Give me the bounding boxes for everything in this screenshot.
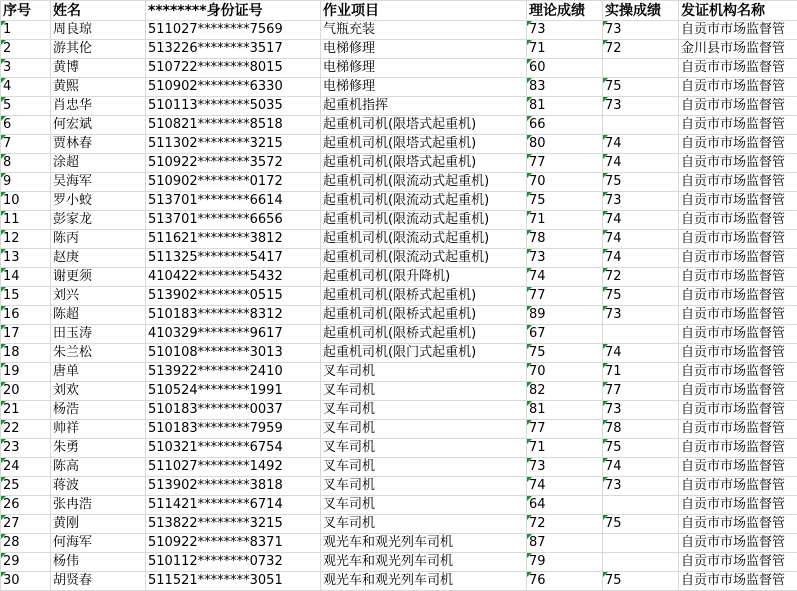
cell-practice-score[interactable]: 73 (603, 401, 679, 420)
cell-theory-score[interactable]: 75 (527, 344, 603, 363)
cell-issuing-org[interactable]: 自贡市市场监督管 (679, 173, 797, 192)
cell-name[interactable]: 陈高 (51, 458, 146, 477)
table-row (1, 249, 797, 268)
cell-no[interactable]: 5 (1, 97, 51, 116)
cell-practice-score[interactable]: 78 (603, 420, 679, 439)
cell-id-number[interactable]: 513701********6614 (146, 192, 321, 211)
cell-issuing-org[interactable]: 自贡市市场监督管 (679, 534, 797, 553)
cell-theory-score[interactable]: 89 (527, 306, 603, 325)
cell-id-number[interactable]: 511027********7569 (146, 21, 321, 40)
cell-name[interactable]: 张冉浩 (51, 496, 146, 515)
cell-name[interactable]: 黄博 (51, 59, 146, 78)
cell-no[interactable]: 19 (1, 363, 51, 382)
cell-name[interactable]: 周良琼 (51, 21, 146, 40)
cell-practice-score[interactable] (603, 325, 679, 344)
cell-issuing-org[interactable]: 自贡市市场监督管 (679, 572, 797, 591)
cell-work-item[interactable]: 电梯修理 (321, 59, 527, 78)
table-row (1, 344, 797, 363)
cell-id-number[interactable]: 510113********5035 (146, 97, 321, 116)
cell-issuing-org[interactable]: 自贡市市场监督管 (679, 268, 797, 287)
table-row (1, 211, 797, 230)
cell-practice-score[interactable]: 75 (603, 78, 679, 97)
cell-no[interactable]: 23 (1, 439, 51, 458)
table-row (1, 78, 797, 97)
cell-work-item[interactable]: 叉车司机 (321, 477, 527, 496)
cell-practice-score[interactable]: 75 (603, 287, 679, 306)
cell-work-item[interactable]: 观光车和观光列车司机 (321, 572, 527, 591)
header-theory-score[interactable]: 理论成绩 (527, 1, 603, 21)
cell-work-item[interactable]: 电梯修理 (321, 78, 527, 97)
cell-theory-score[interactable]: 72 (527, 515, 603, 534)
cell-issuing-org[interactable]: 自贡市市场监督管 (679, 439, 797, 458)
cell-no[interactable]: 6 (1, 116, 51, 135)
cell-work-item[interactable]: 叉车司机 (321, 382, 527, 401)
table-row (1, 173, 797, 192)
cell-practice-score[interactable]: 75 (603, 572, 679, 591)
table-row (1, 553, 797, 572)
cell-id-number[interactable]: 410422********5432 (146, 268, 321, 287)
cell-name[interactable]: 彭家龙 (51, 211, 146, 230)
cell-name[interactable]: 赵庚 (51, 249, 146, 268)
cell-name[interactable]: 黄刚 (51, 515, 146, 534)
cell-issuing-org[interactable]: 自贡市市场监督管 (679, 116, 797, 135)
cell-work-item[interactable]: 叉车司机 (321, 458, 527, 477)
cell-work-item[interactable]: 起重机司机(限升降机) (321, 268, 527, 287)
table-row (1, 515, 797, 534)
cell-work-item[interactable]: 起重机指挥 (321, 97, 527, 116)
cell-name[interactable]: 唐单 (51, 363, 146, 382)
cell-id-number[interactable]: 510524********1991 (146, 382, 321, 401)
header-work-item[interactable]: 作业项目 (321, 1, 527, 21)
cell-work-item[interactable]: 叉车司机 (321, 420, 527, 439)
table-row (1, 135, 797, 154)
cell-practice-score[interactable]: 73 (603, 306, 679, 325)
table-row (1, 59, 797, 78)
cell-theory-score[interactable]: 70 (527, 173, 603, 192)
cell-id-number[interactable]: 510902********6330 (146, 78, 321, 97)
cell-no[interactable]: 20 (1, 382, 51, 401)
cell-practice-score[interactable]: 74 (603, 211, 679, 230)
cell-name[interactable]: 陈超 (51, 306, 146, 325)
cell-practice-score[interactable] (603, 496, 679, 515)
cell-issuing-org[interactable]: 自贡市市场监督管 (679, 59, 797, 78)
cell-issuing-org[interactable]: 自贡市市场监督管 (679, 21, 797, 40)
cell-no[interactable]: 22 (1, 420, 51, 439)
table-row (1, 477, 797, 496)
cell-no[interactable]: 2 (1, 40, 51, 59)
cell-name[interactable]: 杨伟 (51, 553, 146, 572)
cell-id-number[interactable]: 510902********0172 (146, 173, 321, 192)
cell-id-number[interactable]: 511521********3051 (146, 572, 321, 591)
cell-name[interactable]: 黄熙 (51, 78, 146, 97)
cell-no[interactable]: 9 (1, 173, 51, 192)
cell-no[interactable]: 12 (1, 230, 51, 249)
cell-work-item[interactable]: 起重机司机(限桥式起重机) (321, 306, 527, 325)
cell-name[interactable]: 刘欢 (51, 382, 146, 401)
cell-work-item[interactable]: 起重机司机(限塔式起重机) (321, 135, 527, 154)
table-row (1, 325, 797, 344)
cell-name[interactable]: 谢更须 (51, 268, 146, 287)
cell-id-number[interactable]: 513902********0515 (146, 287, 321, 306)
table-row (1, 116, 797, 135)
cell-practice-score[interactable] (603, 553, 679, 572)
cell-theory-score[interactable]: 74 (527, 268, 603, 287)
cell-no[interactable]: 26 (1, 496, 51, 515)
cell-practice-score[interactable]: 73 (603, 192, 679, 211)
cell-id-number[interactable]: 513902********3818 (146, 477, 321, 496)
table-row (1, 401, 797, 420)
cell-id-number[interactable]: 510821********8518 (146, 116, 321, 135)
cell-theory-score[interactable]: 74 (527, 477, 603, 496)
cell-theory-score[interactable]: 71 (527, 439, 603, 458)
cell-issuing-org[interactable]: 自贡市市场监督管 (679, 192, 797, 211)
cell-name[interactable]: 贾林春 (51, 135, 146, 154)
cell-id-number[interactable]: 510108********3013 (146, 344, 321, 363)
cell-id-number[interactable]: 513701********6656 (146, 211, 321, 230)
cell-no[interactable]: 8 (1, 154, 51, 173)
table-row (1, 458, 797, 477)
cell-no[interactable]: 3 (1, 59, 51, 78)
table-row (1, 363, 797, 382)
table-row (1, 420, 797, 439)
cell-practice-score[interactable]: 77 (603, 382, 679, 401)
cell-practice-score[interactable]: 75 (603, 173, 679, 192)
cell-theory-score[interactable]: 77 (527, 287, 603, 306)
cell-name[interactable]: 朱勇 (51, 439, 146, 458)
cell-work-item[interactable]: 叉车司机 (321, 401, 527, 420)
cell-no[interactable]: 30 (1, 572, 51, 591)
cell-practice-score[interactable]: 74 (603, 458, 679, 477)
cell-name[interactable]: 胡贤春 (51, 572, 146, 591)
cell-work-item[interactable]: 叉车司机 (321, 496, 527, 515)
cell-theory-score[interactable]: 78 (527, 230, 603, 249)
cell-work-item[interactable]: 叉车司机 (321, 363, 527, 382)
cell-id-number[interactable]: 511621********3812 (146, 230, 321, 249)
cell-theory-score[interactable]: 80 (527, 135, 603, 154)
cell-work-item[interactable]: 起重机司机(限塔式起重机) (321, 154, 527, 173)
cell-theory-score[interactable]: 70 (527, 363, 603, 382)
cell-no[interactable]: 13 (1, 249, 51, 268)
cell-theory-score[interactable]: 71 (527, 211, 603, 230)
cell-name[interactable]: 何宏斌 (51, 116, 146, 135)
cell-issuing-org[interactable]: 自贡市市场监督管 (679, 458, 797, 477)
cell-practice-score[interactable]: 73 (603, 477, 679, 496)
table-row (1, 572, 797, 591)
cell-no[interactable]: 17 (1, 325, 51, 344)
cell-no[interactable]: 4 (1, 78, 51, 97)
cell-no[interactable]: 14 (1, 268, 51, 287)
cell-theory-score[interactable]: 73 (527, 21, 603, 40)
cell-practice-score[interactable]: 74 (603, 249, 679, 268)
cell-issuing-org[interactable]: 自贡市市场监督管 (679, 230, 797, 249)
cell-theory-score[interactable]: 79 (527, 553, 603, 572)
table-row (1, 40, 797, 59)
cell-name[interactable]: 陈丙 (51, 230, 146, 249)
header-no[interactable]: 序号 (1, 1, 51, 21)
cell-no[interactable]: 1 (1, 21, 51, 40)
cell-theory-score[interactable]: 81 (527, 97, 603, 116)
table-row (1, 439, 797, 458)
cell-theory-score[interactable]: 82 (527, 382, 603, 401)
header-id-number[interactable]: ********身份证号 (146, 1, 321, 21)
cell-practice-score[interactable]: 75 (603, 515, 679, 534)
cell-theory-score[interactable]: 64 (527, 496, 603, 515)
cell-practice-score[interactable]: 73 (603, 21, 679, 40)
cell-name[interactable]: 帅祥 (51, 420, 146, 439)
cell-theory-score[interactable]: 77 (527, 154, 603, 173)
cell-id-number[interactable]: 511421********6714 (146, 496, 321, 515)
cell-id-number[interactable]: 510922********8371 (146, 534, 321, 553)
cell-theory-score[interactable]: 73 (527, 249, 603, 268)
cell-issuing-org[interactable]: 自贡市市场监督管 (679, 135, 797, 154)
cell-name[interactable]: 杨浩 (51, 401, 146, 420)
cell-work-item[interactable]: 电梯修理 (321, 40, 527, 59)
cell-issuing-org[interactable]: 自贡市市场监督管 (679, 97, 797, 116)
cell-issuing-org[interactable]: 自贡市市场监督管 (679, 154, 797, 173)
cell-no[interactable]: 16 (1, 306, 51, 325)
table-row (1, 192, 797, 211)
cell-issuing-org[interactable]: 自贡市市场监督管 (679, 401, 797, 420)
cell-theory-score[interactable]: 75 (527, 192, 603, 211)
cell-name[interactable]: 罗小蛟 (51, 192, 146, 211)
cell-issuing-org[interactable]: 自贡市市场监督管 (679, 477, 797, 496)
cell-issuing-org[interactable]: 自贡市市场监督管 (679, 363, 797, 382)
cell-issuing-org[interactable]: 自贡市市场监督管 (679, 382, 797, 401)
cell-no[interactable]: 7 (1, 135, 51, 154)
cell-no[interactable]: 28 (1, 534, 51, 553)
cell-theory-score[interactable]: 83 (527, 78, 603, 97)
cell-no[interactable]: 24 (1, 458, 51, 477)
cell-practice-score[interactable]: 72 (603, 268, 679, 287)
cell-issuing-org[interactable]: 自贡市市场监督管 (679, 325, 797, 344)
table-row (1, 534, 797, 553)
cell-issuing-org[interactable]: 自贡市市场监督管 (679, 287, 797, 306)
cell-id-number[interactable]: 511325********5417 (146, 249, 321, 268)
cell-name[interactable]: 朱兰松 (51, 344, 146, 363)
cell-practice-score[interactable]: 72 (603, 40, 679, 59)
cell-id-number[interactable]: 513226********3517 (146, 40, 321, 59)
cell-practice-score[interactable]: 73 (603, 97, 679, 116)
cell-id-number[interactable]: 513922********2410 (146, 363, 321, 382)
cell-work-item[interactable]: 叉车司机 (321, 515, 527, 534)
cell-theory-score[interactable]: 67 (527, 325, 603, 344)
cell-practice-score[interactable]: 71 (603, 363, 679, 382)
cell-name[interactable]: 肖忠华 (51, 97, 146, 116)
cell-no[interactable]: 27 (1, 515, 51, 534)
table-row (1, 287, 797, 306)
cell-practice-score[interactable]: 74 (603, 230, 679, 249)
header-row (1, 1, 797, 21)
cell-issuing-org[interactable]: 自贡市市场监督管 (679, 344, 797, 363)
table-row (1, 230, 797, 249)
cell-issuing-org[interactable]: 自贡市市场监督管 (679, 211, 797, 230)
cell-name[interactable]: 蒋波 (51, 477, 146, 496)
cell-work-item[interactable]: 观光车和观光列车司机 (321, 534, 527, 553)
cell-name[interactable]: 吴海军 (51, 173, 146, 192)
cell-practice-score[interactable]: 74 (603, 154, 679, 173)
header-issuing-org[interactable]: 发证机构名称 (679, 1, 797, 21)
cell-id-number[interactable]: 513822********3215 (146, 515, 321, 534)
cell-id-number[interactable]: 510112********0732 (146, 553, 321, 572)
cell-id-number[interactable]: 510183********8312 (146, 306, 321, 325)
cell-theory-score[interactable]: 87 (527, 534, 603, 553)
cell-practice-score[interactable] (603, 116, 679, 135)
cell-theory-score[interactable]: 76 (527, 572, 603, 591)
cell-issuing-org[interactable]: 自贡市市场监督管 (679, 306, 797, 325)
cell-practice-score[interactable] (603, 59, 679, 78)
cell-work-item[interactable]: 观光车和观光列车司机 (321, 553, 527, 572)
cell-work-item[interactable]: 气瓶充装 (321, 21, 527, 40)
cell-issuing-org[interactable]: 自贡市市场监督管 (679, 515, 797, 534)
cell-name[interactable]: 游其伦 (51, 40, 146, 59)
cell-practice-score[interactable]: 74 (603, 135, 679, 154)
cell-no[interactable]: 29 (1, 553, 51, 572)
cell-practice-score[interactable]: 74 (603, 344, 679, 363)
cell-issuing-org[interactable]: 自贡市市场监督管 (679, 553, 797, 572)
table-row (1, 268, 797, 287)
cell-id-number[interactable]: 510183********7959 (146, 420, 321, 439)
table-row (1, 382, 797, 401)
table-row (1, 306, 797, 325)
cell-id-number[interactable]: 510722********8015 (146, 59, 321, 78)
cell-theory-score[interactable]: 81 (527, 401, 603, 420)
cell-work-item[interactable]: 起重机司机(限桥式起重机) (321, 325, 527, 344)
cell-name[interactable]: 何海军 (51, 534, 146, 553)
cell-name[interactable]: 涂超 (51, 154, 146, 173)
cell-issuing-org[interactable]: 自贡市市场监督管 (679, 420, 797, 439)
cell-name[interactable]: 刘兴 (51, 287, 146, 306)
cell-practice-score[interactable]: 75 (603, 439, 679, 458)
cell-theory-score[interactable]: 77 (527, 420, 603, 439)
table-row (1, 496, 797, 515)
header-practice-score[interactable]: 实操成绩 (603, 1, 679, 21)
cell-work-item[interactable]: 起重机司机(限流动式起重机) (321, 230, 527, 249)
cell-theory-score[interactable]: 66 (527, 116, 603, 135)
cell-work-item[interactable]: 起重机司机(限流动式起重机) (321, 192, 527, 211)
cell-id-number[interactable]: 510321********6754 (146, 439, 321, 458)
cell-no[interactable]: 15 (1, 287, 51, 306)
cell-issuing-org[interactable]: 自贡市市场监督管 (679, 78, 797, 97)
table-row (1, 154, 797, 173)
cell-issuing-org[interactable]: 金川县市场监督管 (679, 40, 797, 59)
cell-work-item[interactable]: 起重机司机(限塔式起重机) (321, 116, 527, 135)
cell-work-item[interactable]: 起重机司机(限流动式起重机) (321, 211, 527, 230)
table-row (1, 21, 797, 40)
cell-no[interactable]: 11 (1, 211, 51, 230)
table-row (1, 97, 797, 116)
cell-name[interactable]: 田玉涛 (51, 325, 146, 344)
cell-no[interactable]: 10 (1, 192, 51, 211)
cell-no[interactable]: 18 (1, 344, 51, 363)
header-name[interactable]: 姓名 (51, 1, 146, 21)
cell-work-item[interactable]: 起重机司机(限流动式起重机) (321, 249, 527, 268)
cell-work-item[interactable]: 叉车司机 (321, 439, 527, 458)
cell-work-item[interactable]: 起重机司机(限桥式起重机) (321, 287, 527, 306)
cell-work-item[interactable]: 起重机司机(限流动式起重机) (321, 173, 527, 192)
cell-no[interactable]: 21 (1, 401, 51, 420)
cell-work-item[interactable]: 起重机司机(限门式起重机) (321, 344, 527, 363)
cell-id-number[interactable]: 410329********9617 (146, 325, 321, 344)
cell-issuing-org[interactable]: 自贡市市场监督管 (679, 249, 797, 268)
cell-practice-score[interactable] (603, 534, 679, 553)
cell-id-number[interactable]: 511027********1492 (146, 458, 321, 477)
cell-id-number[interactable]: 511302********3215 (146, 135, 321, 154)
cell-no[interactable]: 25 (1, 477, 51, 496)
cell-issuing-org[interactable]: 自贡市市场监督管 (679, 496, 797, 515)
cell-id-number[interactable]: 510183********0037 (146, 401, 321, 420)
cell-theory-score[interactable]: 73 (527, 458, 603, 477)
cell-theory-score[interactable]: 71 (527, 40, 603, 59)
cell-id-number[interactable]: 510922********3572 (146, 154, 321, 173)
cell-theory-score[interactable]: 60 (527, 59, 603, 78)
